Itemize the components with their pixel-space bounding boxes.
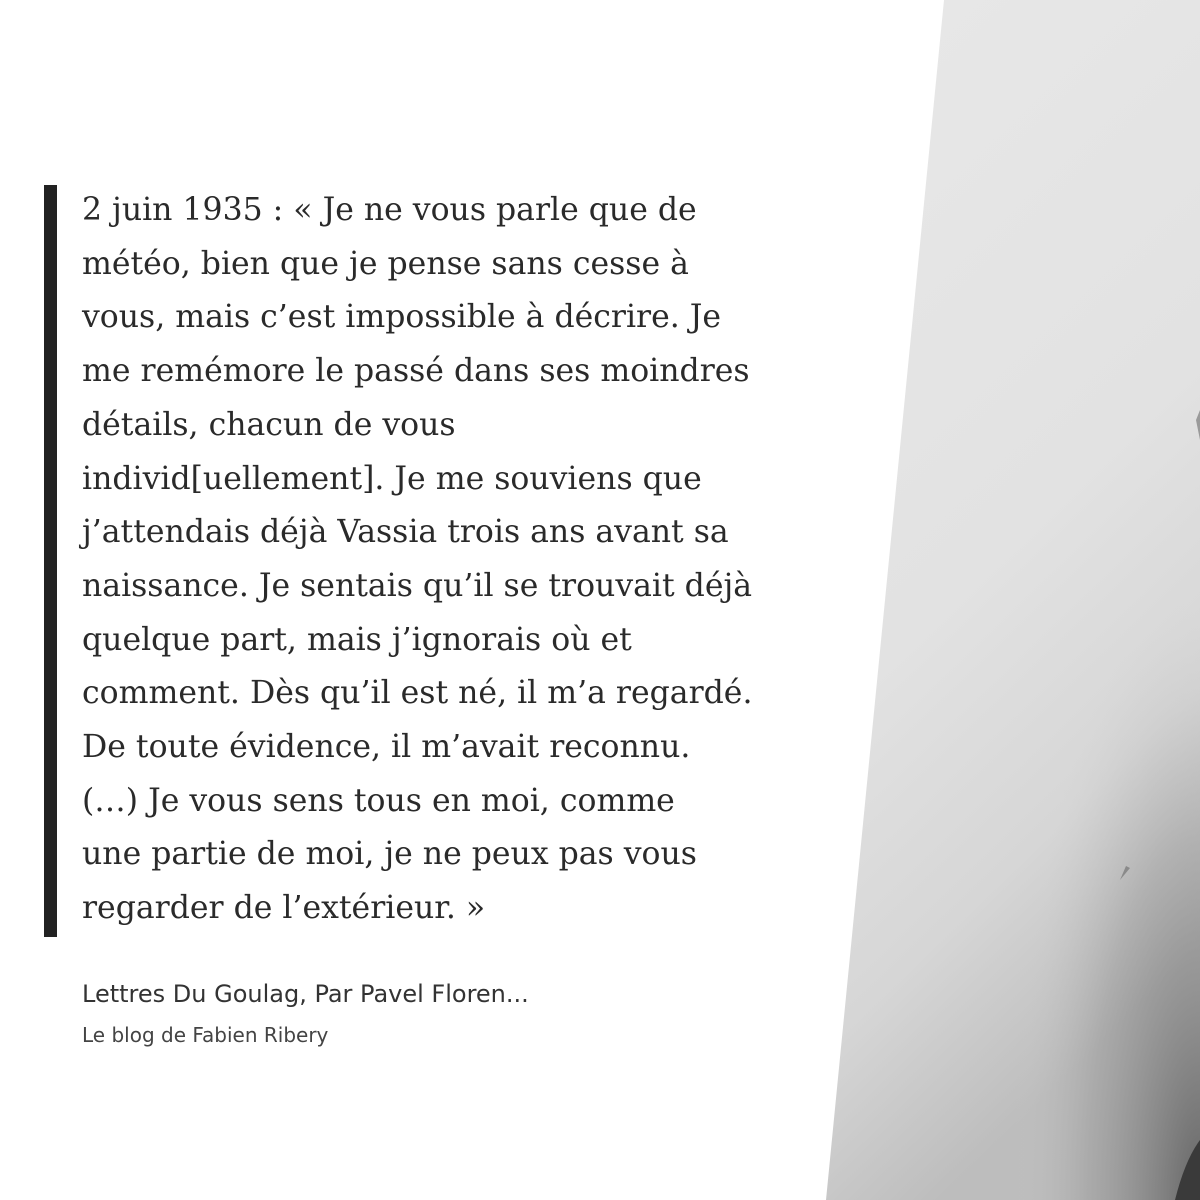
blockquote-bar — [44, 185, 57, 937]
source-article-title[interactable]: Lettres Du Goulag, Par Pavel Floren... — [82, 980, 529, 1008]
quote-line: naissance. Je sentais qu’il se trouvait déjà — [82, 567, 753, 604]
quote-line: vous, mais c’est impossible à décrire. Je — [82, 299, 722, 336]
source-blog-name: Le blog de Fabien Ribery — [82, 1023, 329, 1047]
quote-line: 2 juin 1935 : « Je ne vous parle que de — [82, 192, 697, 228]
quote-line: j’attendais déjà Vassia trois ans avant sa — [82, 514, 729, 551]
quote-line: comment. Dès qu’il est né, il m’a regardé. — [82, 675, 753, 712]
quote-line: regarder de l’extérieur. » — [82, 890, 486, 927]
quote-line: météo, bien que je pense sans cesse à — [82, 245, 689, 282]
quote-line: détails, chacun de vous — [82, 406, 456, 443]
quote-line: De toute évidence, il m’avait reconnu. — [82, 729, 691, 766]
quote-line: une partie de moi, je ne peux pas vous — [82, 836, 697, 873]
quote-line: me remémore le passé dans ses moindres — [82, 353, 750, 390]
quote-line: quelque part, mais j’ignorais où et — [82, 621, 632, 658]
quote-line: individ[uellement]. Je me souviens que — [82, 460, 702, 497]
letter-quote — [82, 184, 812, 936]
quote-line: (…) Je vous sens tous en moi, comme — [82, 782, 675, 819]
